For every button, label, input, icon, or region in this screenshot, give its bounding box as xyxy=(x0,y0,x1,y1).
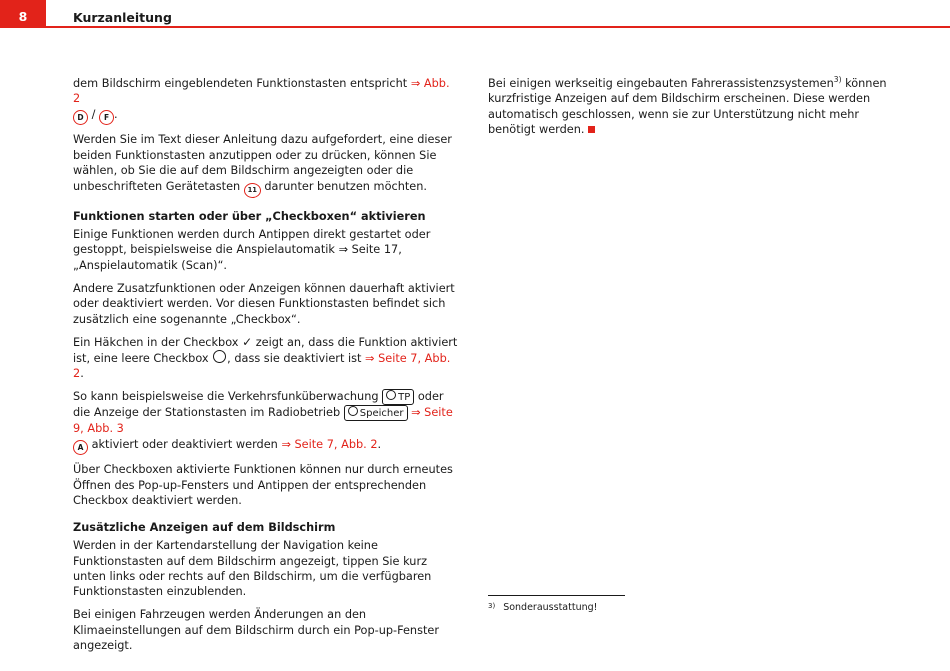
text: können kurzfristige Anzeigen auf dem Bildschirm erscheinen. Diese werden automatisch geschlossen, wenn sie zur Unterstützung nicht mehr benötigt werden. xyxy=(488,77,887,137)
text: / xyxy=(88,107,99,121)
page-number: 8 xyxy=(0,0,46,28)
text: zeigt an, dass die Funktion aktiviert ist, eine leere Checkbox xyxy=(73,335,458,366)
paragraph-7: Über Checkboxen aktivierte Funktionen können nur durch erneutes Öffnen des Pop-up-Fensters und Antippen der entsprechenden Checkbox deaktiviert werden. xyxy=(73,463,453,508)
footnote-mark: 3) xyxy=(488,602,496,610)
speicher-key xyxy=(344,405,408,421)
callout-badge-11: 11 xyxy=(244,183,261,198)
page-link[interactable]: ⇒ Seite 7, Abb. 2 xyxy=(281,437,378,451)
right-column xyxy=(488,76,888,145)
key-label: Speicher xyxy=(359,408,404,420)
text: darunter benutzen möchten. xyxy=(260,179,427,193)
checkmark-icon: ✓ xyxy=(242,334,253,349)
paragraph-2 xyxy=(73,132,459,197)
callout-badge-f: F xyxy=(99,110,114,125)
empty-checkbox-icon xyxy=(213,350,226,363)
end-marker-icon xyxy=(588,126,595,133)
text: , dass sie deaktiviert ist xyxy=(227,352,366,366)
checkbox-icon xyxy=(348,406,358,416)
text: . xyxy=(80,367,84,381)
paragraph-8: Werden in der Kartendarstellung der Navigation keine Funktionstasten auf dem Bildschirm angezeigt, tippen Sie kurz unten links oder rechts auf den Bildschirm, um die verfügbaren Funktionstasten einzublenden. xyxy=(73,539,432,599)
text: Ein Häkchen in der Checkbox xyxy=(73,335,243,349)
footnote xyxy=(488,602,597,613)
paragraph-9: Bei einigen Fahrzeugen werden Änderungen an den Klimaeinstellungen auf dem Bildschirm durch ein Pop-up-Fenster angezeigt. xyxy=(73,608,440,653)
text: Bei einigen werkseitig eingebauten Fahrerassistenzsystemen xyxy=(488,77,834,90)
tp-key xyxy=(382,389,414,405)
page-link[interactable]: ⇒ Seite 9, Abb. 3 xyxy=(73,406,453,436)
left-column xyxy=(73,76,459,661)
section-title: Kurzanleitung xyxy=(73,10,172,25)
callout-badge-d: D xyxy=(73,110,88,125)
paragraph-1 xyxy=(73,76,459,125)
key-label: TP xyxy=(398,392,411,404)
text: dem Bildschirm eingeblendeten Funktionstasten entspricht xyxy=(73,77,411,90)
arrow-icon: ⇒ xyxy=(338,243,349,257)
paragraph-3 xyxy=(73,227,459,273)
callout-badge-a: A xyxy=(73,440,88,455)
page-link[interactable]: ⇒ Seite 7, Abb. 2 xyxy=(73,352,451,381)
paragraph-5 xyxy=(73,335,459,382)
paragraph-right-1 xyxy=(488,76,888,138)
footnote-rule xyxy=(488,595,625,596)
heading-checkboxen: Funktionen starten oder über „Checkboxen“ aktivieren xyxy=(73,209,426,223)
heading-zusaetzliche-anzeigen: Zusätzliche Anzeigen auf dem Bildschirm xyxy=(73,520,336,534)
text: Werden Sie im Text dieser Anleitung dazu aufgefordert, eine dieser beiden Funktionstasten anzutippen oder zu drücken, können Sie wählen, ob Sie die auf dem Bildschirm angezeigten oder die unbeschrifteten Gerätetasten xyxy=(73,133,452,193)
footnote-text: Sonderausstattung! xyxy=(503,602,598,613)
text: aktiviert oder deaktiviert werden xyxy=(88,437,282,451)
text: Seite 17, „Anspielautomatik (Scan)“. xyxy=(73,243,402,272)
text: So kann beispielsweise die Verkehrsfunküberwachung xyxy=(73,390,383,404)
text: oder die Anzeige der Stationstasten im Radiobetrieb xyxy=(73,390,444,420)
text: . xyxy=(114,107,118,121)
paragraph-6 xyxy=(73,389,459,454)
text: . xyxy=(377,437,382,451)
checkbox-icon xyxy=(386,390,396,400)
text: Einige Funktionen werden durch Antippen direkt gestartet oder gestoppt, beispielsweise die Anspielautomatik xyxy=(73,228,431,257)
header-rule xyxy=(46,26,950,28)
footnote-ref: 3) xyxy=(833,75,842,85)
paragraph-4: Andere Zusatzfunktionen oder Anzeigen können dauerhaft aktiviert oder deaktiviert werden. Vor diesen Funktionstasten befindet sich zusätzlich eine sogenannte „Checkbox“. xyxy=(73,281,455,326)
figure-link[interactable]: ⇒ Abb. 2 xyxy=(73,77,450,106)
